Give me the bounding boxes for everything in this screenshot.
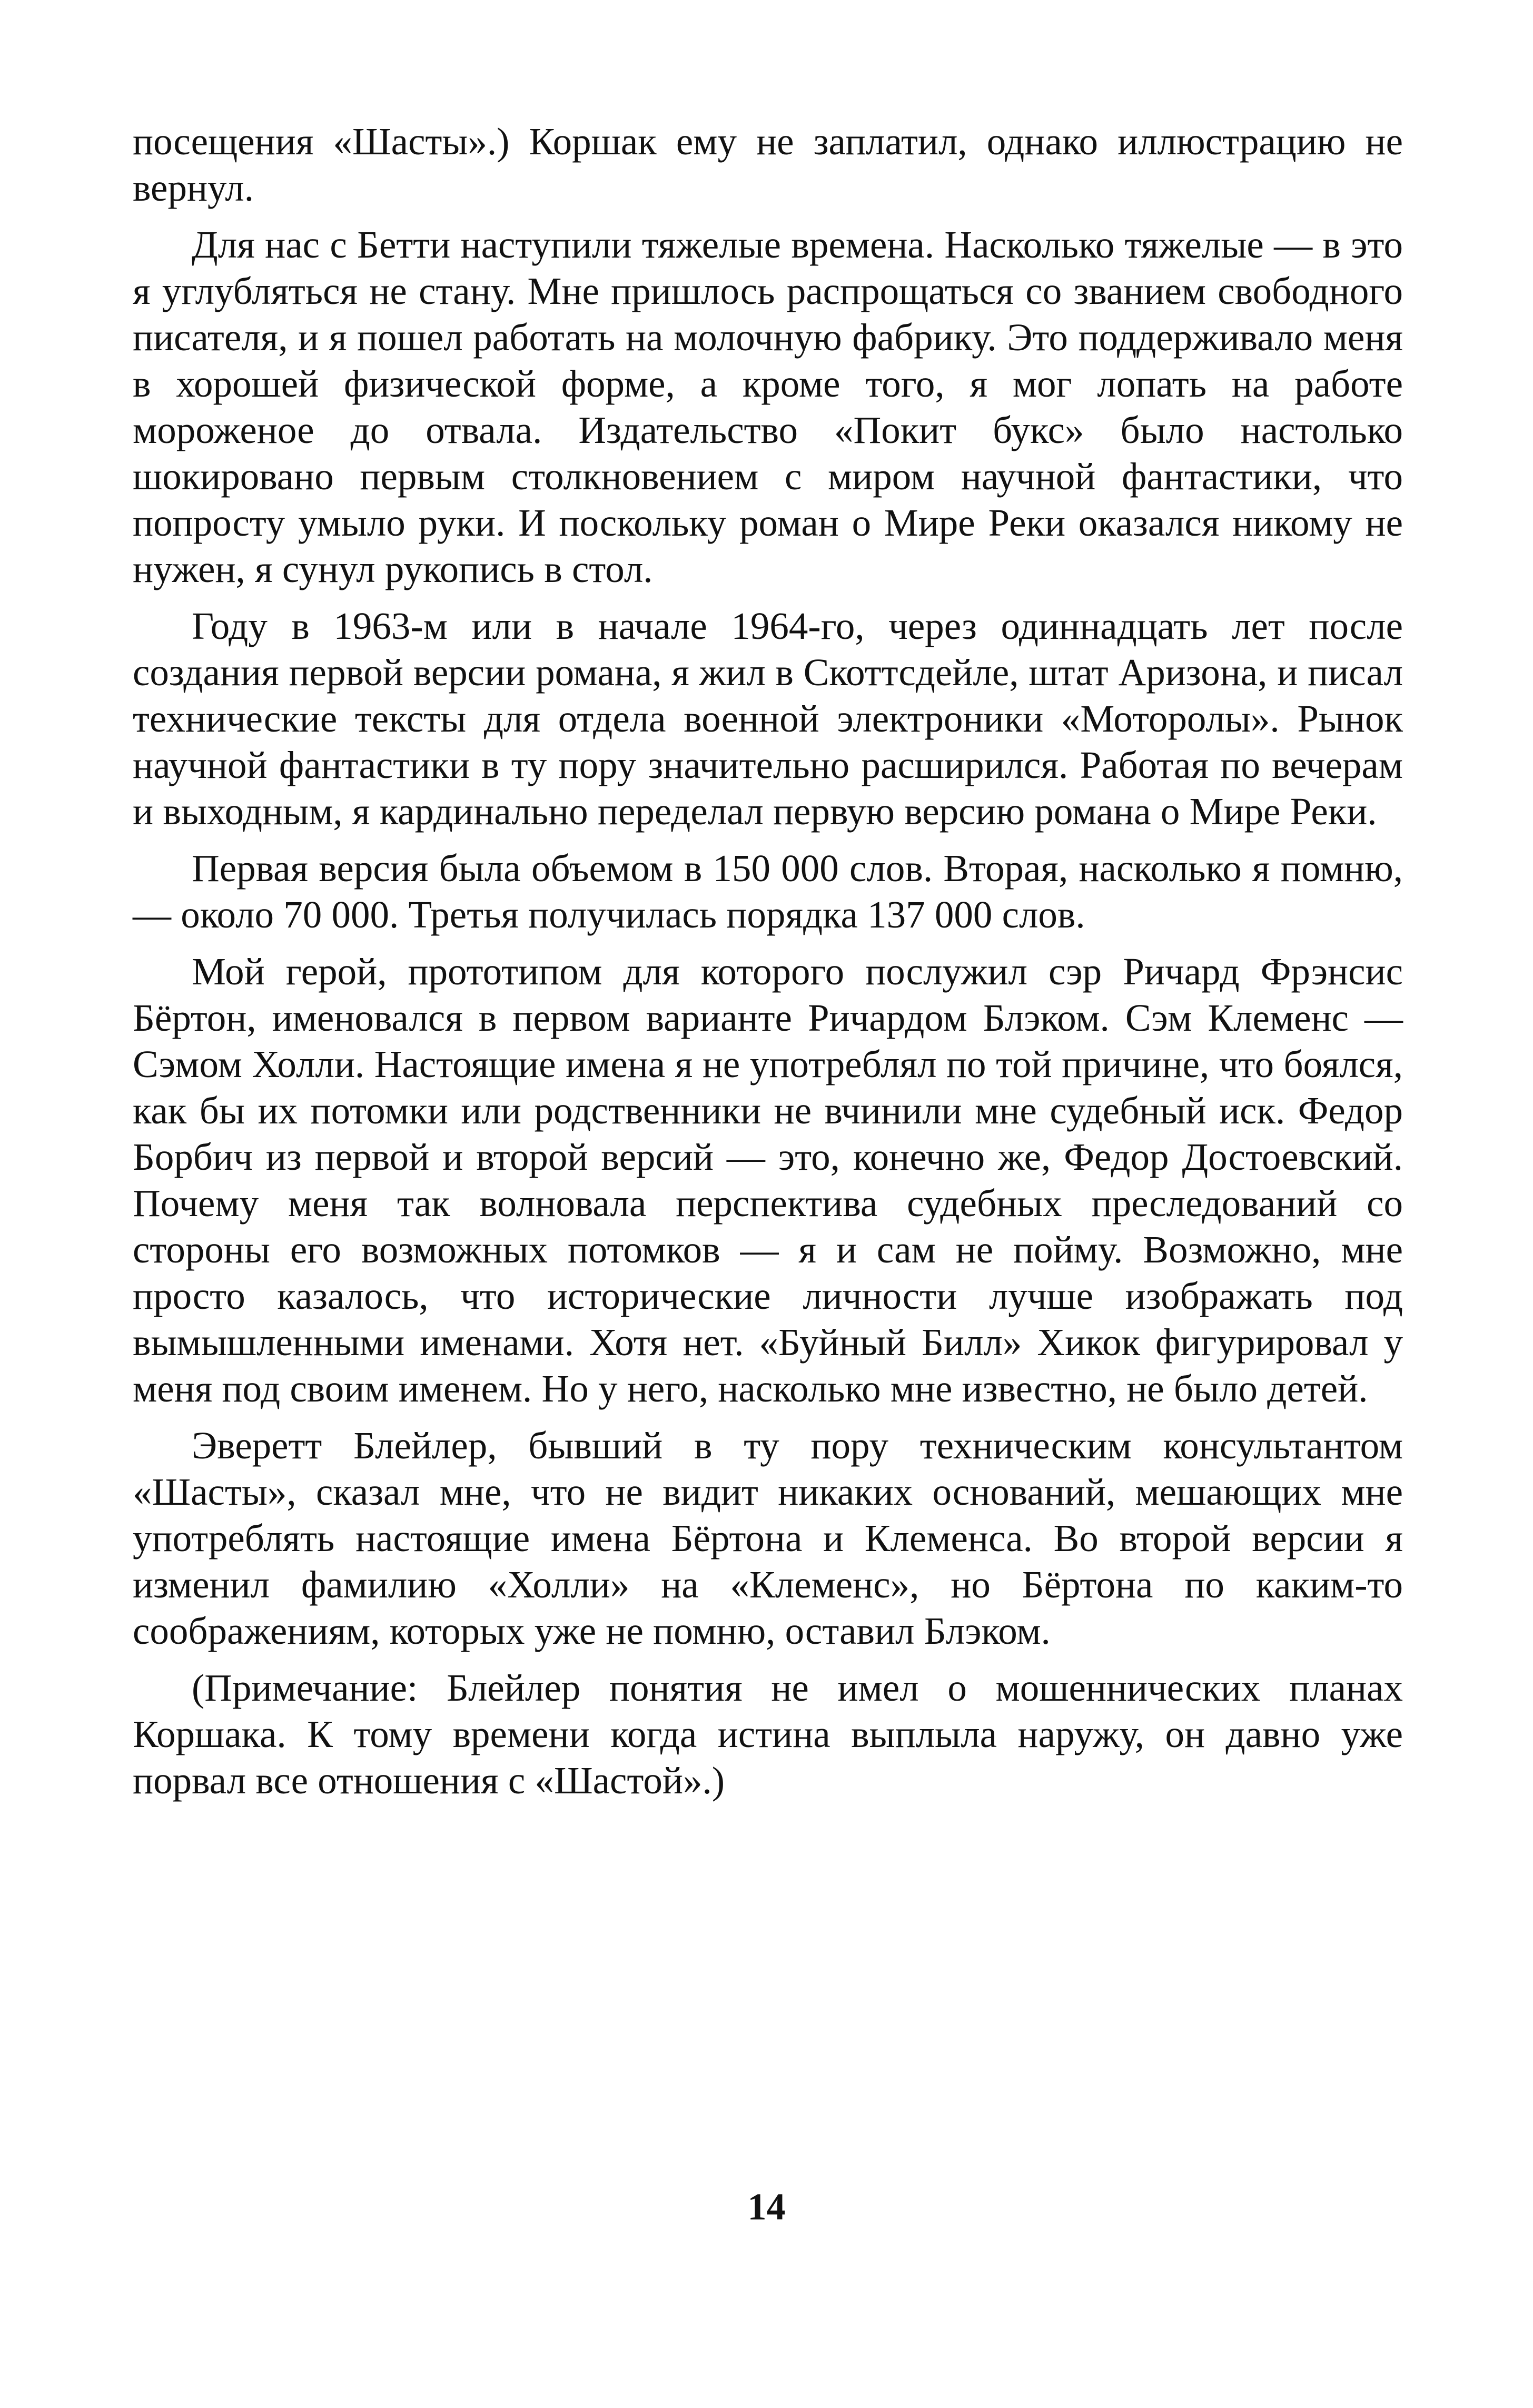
paragraph-word-counts: Первая версия была объемом в 150 000 слов. Вторая, насколько я помню, — около 70 000. Третья получилась порядка 137 000 слов. [133,847,1403,936]
paragraph-note: (Примечание: Блейлер понятия не имел о мошеннических планах Коршака. К тому времени когда истина выплыла наружу, он давно уже порвал все отношения с «Шастой».) [133,1666,1403,1802]
paragraph-hero-names: Мой герой, прототипом для которого послужил сэр Ричард Фрэнсис Бёртон, именовался в первом варианте Ричардом Блэком. Сэм Клеменс — Сэмом Холли. Настоящие имена я не употреблял по той причине, что боялся, как бы их потомки или родственники не вчинили мне судебный иск. Федор Борбич из первой и второй версий — это, конечно же, Федор Достоевский. Почему меня так волновала перспектива судебных преследований со стороны его возможных потомков — я и сам не пойму. Возможно, мне просто казалось, что исторические личности лучше изображать под вымышленными именами. Хотя нет. «Буйный Билл» Хикок фигурировал у меня под своим именем. Но у него, насколько мне известно, не было детей. [133,950,1403,1410]
paragraph-scottsdale: Году в 1963-м или в начале 1964-го, через одиннадцать лет после создания первой версии романа, я жил в Скоттсдейле, штат Аризона, и писал технические тексты для отдела военной электроники «Моторолы». Рынок научной фантастики в ту пору значительно расширился. Работая по вечерам и выходным, я кардинально переделал первую версию романа о Мире Реки. [133,605,1403,833]
paragraph-hard-times: Для нас с Бетти наступили тяжелые времена. Насколько тяжелые — в это я углубляться не стану. Мне пришлось распрощаться со званием свободного писателя, и я пошел работать на молочную фабрику. Это поддерживало меня в хорошей физической форме, а кроме того, я мог лопать на работе мороженое до отвала. Издательство «Покит букс» было настолько шокировано первым столкновением с миром научной фантастики, что попросту умыло руки. И поскольку роман о Мире Реки оказался никому не нужен, я сунул рукопись в стол. [133,223,1403,590]
paragraph-continuation: посещения «Шасты».) Коршак ему не заплатил, однако иллюстрацию не вернул. [133,120,1403,209]
body-text [133,119,1403,1804]
page-number: 14 [747,2186,786,2228]
paragraph-bleiler: Эверетт Блейлер, бывший в ту пору техническим консультантом «Шасты», сказал мне, что не видит никаких оснований, мешающих мне употреблять настоящие имена Бёртона и Клеменса. Во второй версии я изменил фамилию «Холли» на «Клеменс», но Бёртона по каким-то соображениям, которых уже не помню, оставил Блэком. [133,1424,1403,1652]
